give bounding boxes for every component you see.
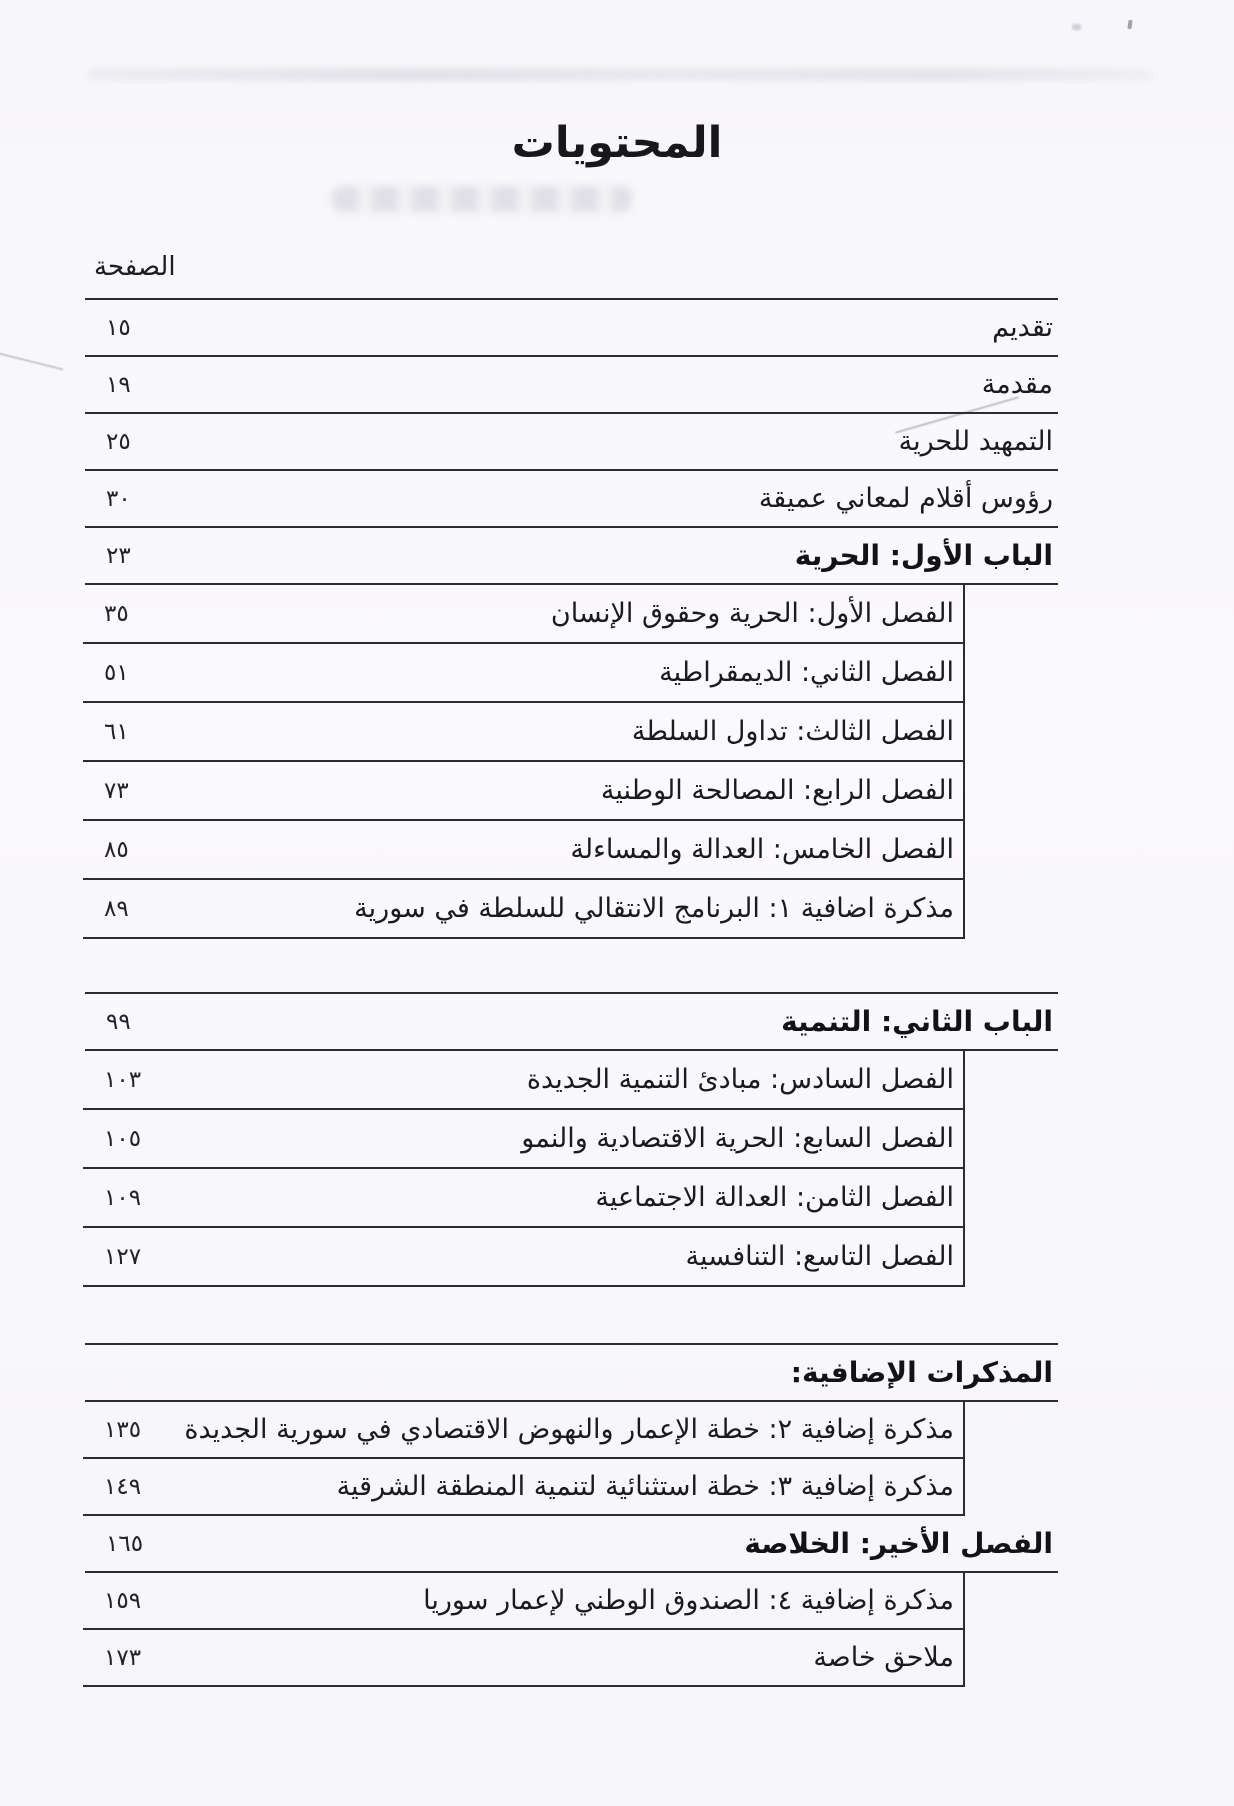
toc-subsection-group (83, 1051, 965, 1287)
toc-row (83, 703, 963, 762)
toc-row (83, 1402, 963, 1459)
toc-section-row (85, 528, 1058, 585)
toc-page-number: ١٠٥ (104, 1125, 142, 1152)
scan-scratch (0, 352, 63, 371)
toc-entry-label: الفصل الثالث: تداول السلطة (631, 716, 954, 747)
toc-block-part-two (85, 992, 1058, 1287)
toc-page-number: ١٦٥ (106, 1530, 144, 1557)
toc-row (83, 1110, 963, 1169)
toc-page-number: ١٠٩ (104, 1184, 142, 1211)
toc-row (83, 585, 963, 644)
toc-entry-label: مذكرة إضافية ٤: الصندوق الوطني لإعمار سوريا (423, 1585, 954, 1616)
toc-row (83, 1051, 963, 1110)
toc-row (83, 1228, 963, 1287)
toc-entry-label: الفصل الرابع: المصالحة الوطنية (600, 775, 954, 806)
toc-row (83, 1573, 963, 1630)
toc-entry-label: مذكرة اضافية ١: البرنامج الانتقالي للسلطة في سورية (354, 893, 954, 924)
toc-section-row (85, 994, 1058, 1051)
toc-page-number: ٨٥ (104, 836, 129, 863)
toc-page-number: ١٤٩ (104, 1473, 142, 1500)
toc-subsection-group (83, 1402, 965, 1516)
toc-page-number: ٦١ (104, 718, 129, 745)
toc-section-label: الفصل الأخير: الخلاصة (744, 1527, 1053, 1560)
toc-row (83, 880, 963, 939)
toc-page-number: ١٠٣ (104, 1066, 142, 1093)
toc-row (83, 1630, 963, 1687)
scan-bleedthrough-line (88, 68, 1154, 81)
toc-section-row (85, 1345, 1058, 1402)
scan-speck (1127, 20, 1132, 29)
toc-entry-label: مقدمة (981, 369, 1053, 400)
toc-page-number: ١٢٧ (104, 1243, 142, 1270)
page-title: المحتويات (511, 118, 723, 168)
toc-page-number: ٧٣ (104, 777, 129, 804)
toc-entry-label: الفصل الخامس: العدالة والمساءلة (570, 834, 954, 865)
toc-row (85, 471, 1058, 528)
toc-subsection-group (83, 585, 965, 939)
toc-row (85, 300, 1058, 357)
toc-page-number: ١٧٣ (104, 1644, 142, 1671)
toc-section-label: الباب الأول: الحرية (794, 539, 1053, 572)
toc-block-appendices (85, 1343, 1058, 1687)
toc-entry-label: الفصل الثاني: الديمقراطية (659, 657, 954, 688)
toc-block-front-matter (85, 298, 1058, 939)
scan-speck (1072, 24, 1081, 30)
toc-row (85, 357, 1058, 414)
toc-row (83, 762, 963, 821)
toc-page-number: ٣٠ (106, 485, 131, 512)
toc-entry-label: ملاحق خاصة (813, 1642, 954, 1673)
toc-entry-label: مذكرة إضافية ٢: خطة الإعمار والنهوض الاقتصادي في سورية الجديدة (184, 1414, 954, 1445)
toc-page-number: ١٥ (106, 314, 131, 341)
toc-entry-label: التمهيد للحرية (898, 426, 1053, 457)
toc-page-number: ٢٣ (106, 542, 131, 569)
toc-page-number: ١٣٥ (104, 1416, 142, 1443)
toc-entry-label: الفصل التاسع: التنافسية (685, 1241, 954, 1272)
toc-row (85, 414, 1058, 471)
toc-page-number: ١٩ (106, 371, 131, 398)
toc-row (83, 1169, 963, 1228)
toc-row (83, 644, 963, 703)
scan-bleedthrough-text (332, 186, 632, 212)
toc-section-label: المذكرات الإضافية: (790, 1356, 1053, 1389)
toc-entry-label: رؤوس أقلام لمعاني عميقة (758, 483, 1053, 514)
page-column-header: الصفحة (94, 252, 176, 282)
toc-section-label: الباب الثاني: التنمية (781, 1005, 1053, 1038)
toc-page-number: ٨٩ (104, 895, 129, 922)
toc-page-number: ٥١ (104, 659, 129, 686)
toc-section-row (85, 1516, 1058, 1573)
toc-entry-label: الفصل الأول: الحرية وحقوق الإنسان (550, 598, 954, 629)
toc-entry-label: الفصل السابع: الحرية الاقتصادية والنمو (521, 1123, 954, 1154)
toc-page-number: ٣٥ (104, 600, 129, 627)
toc-page-number: ٩٩ (106, 1008, 131, 1035)
toc-page-number: ٢٥ (106, 428, 131, 455)
toc-row (83, 821, 963, 880)
toc-entry-label: الفصل السادس: مبادئ التنمية الجديدة (526, 1064, 954, 1095)
toc-subsection-group (83, 1573, 965, 1687)
toc-entry-label: الفصل الثامن: العدالة الاجتماعية (595, 1182, 954, 1213)
table-of-contents (85, 298, 1058, 1687)
toc-page-number: ١٥٩ (104, 1587, 142, 1614)
toc-entry-label: تقديم (992, 312, 1053, 343)
toc-entry-label: مذكرة إضافية ٣: خطة استثنائية لتنمية المنطقة الشرقية (336, 1471, 954, 1502)
toc-row (83, 1459, 963, 1516)
